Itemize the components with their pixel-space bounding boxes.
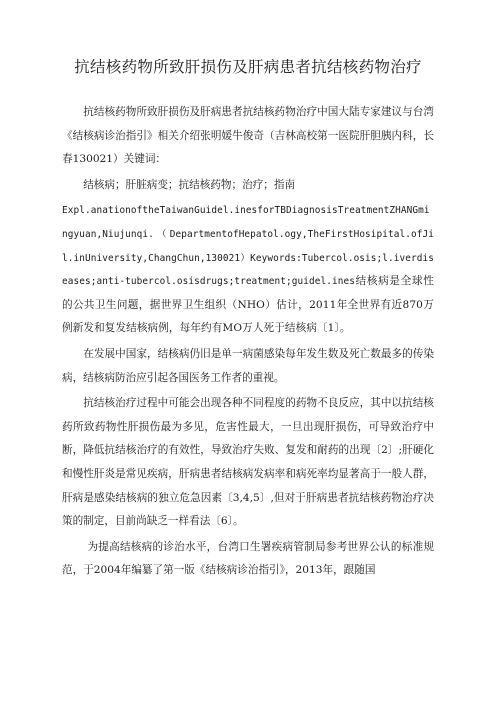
paragraph-developing-countries: 在发展中国家，结核病仍旧是单一病菌感染每年发生数及死亡数最多的传染病，结核病防治应引起各国医务工作者的重视。 — [62, 347, 434, 384]
document-body — [62, 101, 434, 583]
paragraph-keywords: 结核病；肝脏病变；抗结核药物；治疗；指南 — [83, 178, 296, 191]
document-title: 抗结核药物所致肝损伤及肝病患者抗结核药物治疗 — [74, 58, 422, 76]
paragraph-who-stats: 结核病是全球性的公共卫生问题，据世界卫生组织（NHO）估计，2011年全世界有近870万例新发和复发结核病例，每年约有MO万人死于结核病〔1〕。 — [62, 275, 434, 335]
paragraph-intro: 抗结核药物所致肝损伤及肝病患者抗结核药物治疗中国大陆专家建议与台湾《结核病诊治指引》相关介绍张明媛牛俊奇（吉林高校第一医院肝胆胰内科，长春130021）关键词： — [62, 106, 434, 166]
paragraph-taiwan-guidelines: 为提高结核病的诊治水平，台湾口生署疾病管制局参考世界公认的标准规范，于2004年编纂了第一版《结核病诊治指引》，2013年，跟随国 — [62, 540, 434, 577]
english-abstract-text: Expl.anationoftheTaiwanGuidel.inesforTBDiagnosisTreatmentZHANGmingyuan,Niujunqi.（DepartmentofHepatol.ogy,TheFirstHosipital.ofJil.inUniversity,ChangChun,130021）Keywords:Tubercol.osis;l.iverdiseases;anti-tubercol.osisdrugs;treatment;guidel.ines — [62, 205, 434, 288]
paragraph-liver-injury: 抗结核治疗过程中可能会出现各种不同程度的药物不良反应，其中以抗结核药所致药物性肝损伤最为多见，危害性最大，一旦出现肝损伤，可导致治疗中断，降低抗结核治疗的有效性，导致治疗失败、复发和耐药的出现〔2〕;肝硬化和慢性肝炎是常见疾病，肝病患者结核病发病率和病死率均显著高于一般人群，肝病是感染结核病的独立危急因素〔3,4,5〕,但对于肝病患者抗结核药物治疗决策的制定，目前尚缺乏一样看法〔6〕。 — [62, 397, 434, 528]
paragraph-english-abstract — [62, 199, 434, 341]
